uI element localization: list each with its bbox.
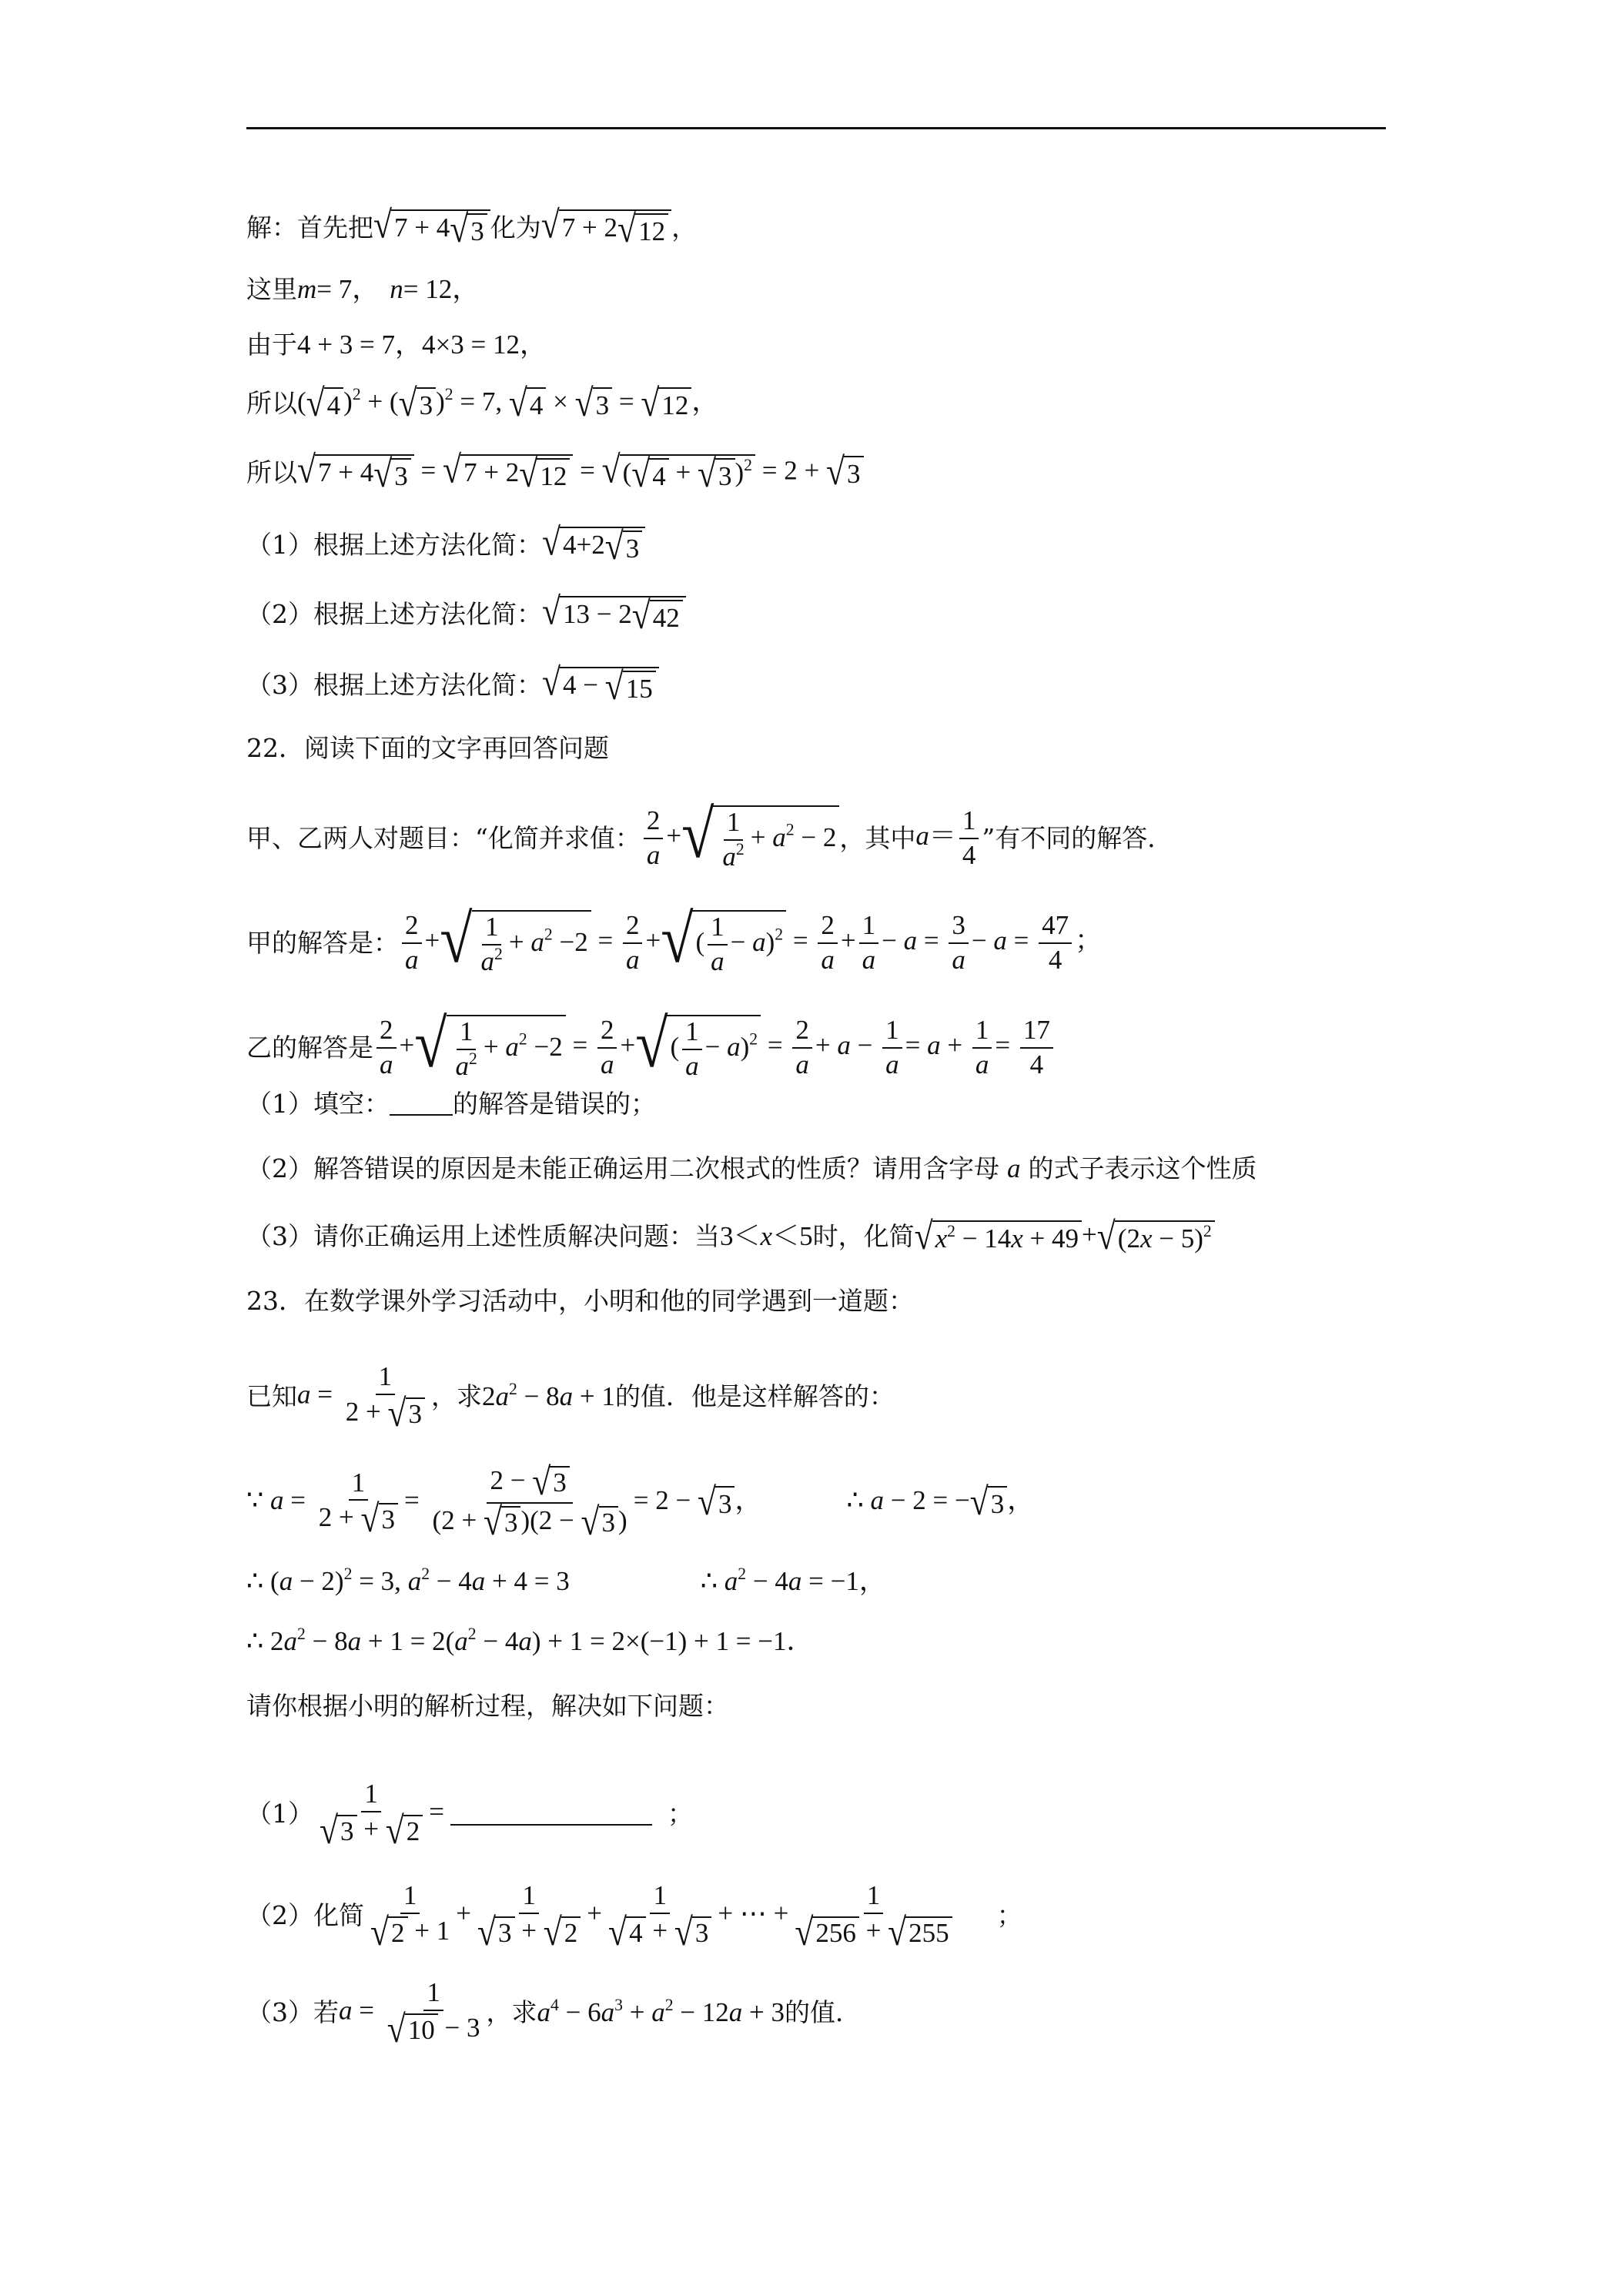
part-label: （1）填空： — [246, 1089, 390, 1119]
part-text: 的值． — [785, 1997, 862, 2028]
part-text: ； — [996, 1900, 1022, 1931]
q21-part-1 — [246, 520, 1401, 568]
formula: $\frac{2}{a}$ + √ $\frac{1}{a^2}$ + $a^2 -2$ = $\frac{2}{a}$ + √ ( $\frac{1}{a}$ − a)$^2$ = $\frac{2}{a}$ + a − $\frac{1}{a}$ = a + $\frac{1}{a}$ = $\frac{17}{4}$ — [373, 1015, 1056, 1081]
instruction-text: 请你根据小明的解析过程，解决如下问题： — [246, 1691, 729, 1721]
q23-instruction — [246, 1691, 1401, 1722]
part-text: 时，化简 — [812, 1221, 915, 1252]
intro-text: 这里 — [246, 274, 297, 304]
part-label: （3）若 — [246, 1997, 339, 2028]
formula: = 7， — [316, 274, 380, 304]
formula: ∴ $a^2 - 4a = -1$， — [700, 1564, 886, 1596]
intro-text: 解：首先把 — [246, 213, 373, 243]
prompt-text: ”有不同的解答． — [982, 822, 1173, 853]
q23-step-2 — [246, 1566, 1401, 1597]
answer-blank[interactable] — [450, 1802, 652, 1826]
intro-line-5 — [246, 448, 1401, 496]
q22-jia-answer — [246, 900, 1401, 977]
part-text: ，求 — [486, 1997, 537, 2028]
intro-text: 所以 — [246, 388, 297, 419]
part-text: （3）请你正确运用上述性质解决问题：当 — [246, 1221, 720, 1252]
formula: √ 13 − 2 √ 42 — [542, 596, 686, 634]
q23-given — [246, 1361, 1401, 1435]
formula: 4 + 3 = 7，4×3 = 12， — [297, 330, 547, 360]
q23-heading — [246, 1286, 1401, 1317]
q22-yi-answer — [246, 1005, 1401, 1082]
part-label: （2）根据上述方法化简： — [246, 599, 542, 630]
formula: ( √ 4 )$^2$ + ( √ 3 )$^2$ = 7, √ 4 × √ 3 = √ 12 ， — [297, 382, 719, 425]
q23-part-2 — [246, 1880, 1401, 1954]
variable-n: n — [390, 274, 403, 304]
part-text: 的解答是错误的； — [453, 1089, 656, 1119]
formula: √ 7 + 4 √ 3 — [373, 209, 490, 247]
intro-line-2 — [246, 274, 1401, 305]
formula: 1 √ 3 + √ 2 = — [320, 1779, 445, 1853]
question-heading: 22．阅读下面的文字再回答问题 — [246, 733, 609, 763]
intro-text: 所以 — [246, 457, 297, 488]
variable-a: a — [1007, 1153, 1021, 1183]
part-label: （1）根据上述方法化简： — [246, 530, 542, 561]
q23-part-3 — [246, 1977, 1401, 2051]
intro-line-3 — [246, 330, 1401, 360]
formula: √ 7 + 4 √ 3 = √ 7 + 2 √ 12 = √ ( √ 4 + √ 3 )$^2$ = 2 + √ 3 — [297, 454, 864, 492]
q22-heading — [246, 733, 1401, 764]
part-text: （2）解答错误的原因是未能正确运用二次根式的性质？请用含字母 — [246, 1153, 999, 1183]
intro-text: ， — [671, 213, 698, 243]
formula: ∴ a − 2 = − √ 3 ， — [846, 1481, 1035, 1524]
part-text: ； — [668, 1799, 694, 1829]
q22-prompt — [246, 795, 1401, 872]
formula: √ $x^2 - 14x + 49$ + √ $(2x - 5)^2$ — [915, 1220, 1215, 1254]
q21-part-2 — [246, 590, 1401, 638]
intro-line-1 — [246, 203, 1401, 251]
formula: √ 4 − √ 15 — [542, 667, 659, 705]
formula: 3＜x＜5 — [720, 1221, 813, 1252]
formula: ∴ $(a - 2)^2 = 3$, $a^2 - 4a + 4 = 3$ — [246, 1564, 570, 1596]
part-label: （2）化简 — [246, 1900, 364, 1931]
intro-line-4 — [246, 382, 1401, 425]
formula: $\frac{2}{a}$ + √ $\frac{1}{a^2}$ + $a^2 - 2$ — [641, 805, 839, 872]
formula: $a^4 - 6a^3 + a^2 - 12a + 3$ — [537, 1996, 785, 2028]
formula: √ 4+2 √ 3 — [542, 527, 645, 564]
prompt-text: ，其中 — [839, 822, 916, 853]
part-text: 的式子表示这个性质 — [1028, 1153, 1257, 1183]
variable-m: m — [297, 274, 317, 304]
formula: a＝ $\frac{1}{4}$ — [915, 807, 982, 870]
answer-label: 甲的解答是： — [246, 927, 399, 958]
given-text: 的值．他是这样解答的： — [614, 1381, 895, 1412]
q23-step-3 — [246, 1626, 1401, 1657]
formula: 1 √ 2 + 1 + 1 √ 3 + √ 2 + 1 √ 4 + √ 3 + ⋯ + 1 √ 256 + √ 255 — [364, 1882, 959, 1950]
given-text: 已知 — [246, 1381, 297, 1412]
formula: a = 1 2 + √ 3 — [297, 1363, 431, 1431]
formula: $\frac{2}{a}$ + √ $\frac{1}{a^2}$ + $a^2 -2$ = $\frac{2}{a}$ + √ ( $\frac{1}{a}$ − a)$^2$ = $\frac{2}{a}$ + $\frac{1}{a}$ − a = $\frac{3}{a}$ − a = $\frac{47}{4}$ ； — [399, 910, 1102, 976]
formula: √ 7 + 2 √ 12 — [541, 209, 671, 247]
q22-part-3 — [246, 1215, 1401, 1258]
part-label: （3）根据上述方法化简： — [246, 670, 542, 701]
intro-text: 由于 — [246, 330, 297, 360]
prompt-text: 甲、乙两人对题目：“化简并求值： — [246, 822, 641, 853]
q21-part-3 — [246, 661, 1401, 708]
q23-step-1 — [246, 1461, 1401, 1544]
intro-text: 化为 — [490, 213, 541, 243]
formula: = 12， — [403, 274, 480, 304]
formula: ∵ a = 1 2 + √ 3 = 2 − √ 3 (2 + √ 3 )(2 − √ 3 ) = 2 − √ 3 ， — [246, 1461, 762, 1544]
given-text: ，求 — [431, 1381, 483, 1412]
formula: $2a^2 - 8a + 1$ — [482, 1380, 615, 1412]
q22-part-1 — [246, 1089, 1401, 1120]
formula: a = 1 √ 10 − 3 — [339, 1977, 480, 2051]
q22-part-2 — [246, 1153, 1401, 1184]
question-heading: 23．在数学课外学习活动中，小明和他的同学遇到一道题： — [246, 1286, 914, 1316]
part-label: （1） — [246, 1799, 313, 1829]
q23-part-1 — [246, 1779, 1401, 1853]
formula: ∴ $2a^2 - 8a + 1 = 2(a^2 - 4a) + 1 = 2\times(-1) + 1 = -1$． — [246, 1624, 814, 1656]
answer-blank[interactable] — [390, 1093, 453, 1116]
answer-label: 乙的解答是 — [246, 1032, 373, 1063]
header-rule — [246, 127, 1386, 129]
